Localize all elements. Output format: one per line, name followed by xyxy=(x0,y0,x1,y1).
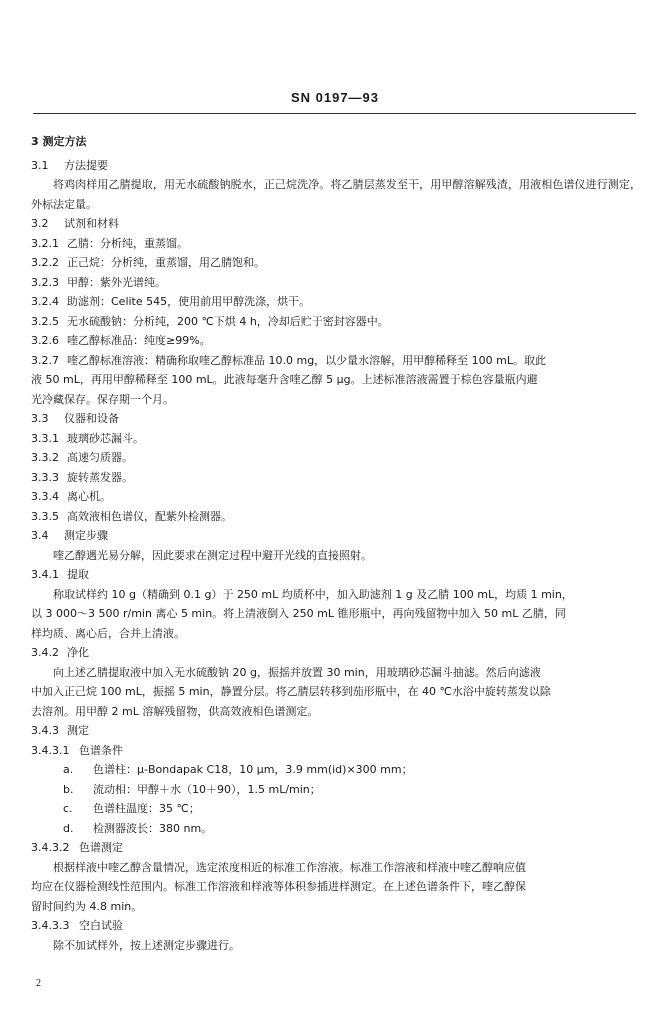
clause-3-4-3-3-text: 除不加试样外，按上述测定步骤进行。 xyxy=(53,938,240,952)
list-marker: b. xyxy=(63,782,74,796)
clause-3-4-intro: 喹乙醇遇光易分解，因此要求在测定过程中避开光线的直接照射。 xyxy=(53,548,372,562)
clause-text: 离心机。 xyxy=(67,490,111,503)
clause-title: 测定步骤 xyxy=(64,529,108,542)
clause-number: 3.2.2 xyxy=(31,256,59,269)
clause-number: 3.3.1 xyxy=(31,431,59,445)
clause-3-2-4 xyxy=(31,292,641,312)
clause-number: 3.4.3.1 xyxy=(31,743,70,757)
condition-item-a xyxy=(31,760,641,780)
condition-item-b xyxy=(31,780,641,800)
clause-3-1-text: 将鸡肉样用乙腈提取，用无水硫酸钠脱水，正己烷洗净。将乙腈层蒸发至干，用甲醇溶解残渣，用液相色谱仪进行测定，外标法定量。 xyxy=(31,178,641,211)
clause-3-4-1-line3: 样均质、离心后，合并上清液。 xyxy=(31,626,185,640)
clause-3-2-5 xyxy=(31,312,641,332)
clause-title: 色谱测定 xyxy=(79,841,123,854)
clause-text: 甲醇：紫外光谱纯。 xyxy=(67,275,166,289)
clause-number: 3.2.5 xyxy=(31,314,59,328)
clause-3-3-1 xyxy=(31,429,641,449)
clause-number: 3.2.4 xyxy=(31,295,59,308)
clause-3-3-2 xyxy=(31,448,641,468)
clause-number: 3.2.7 xyxy=(31,353,59,367)
list-marker: d. xyxy=(63,821,74,835)
clause-title: 净化 xyxy=(67,646,89,659)
clause-3-2-3 xyxy=(31,273,641,293)
clause-text: 助滤剂：Celite 545，使用前用甲醇洗涤，烘干。 xyxy=(67,295,311,308)
clause-3-3-3 xyxy=(31,468,641,488)
standard-code-header: SN 0197—93 xyxy=(290,90,380,105)
clause-3-2-2 xyxy=(31,253,641,273)
clause-3-4-1-line2: 以 3 000～3 500 r/min 离心 5 min。将上清液倒入 250 mL 锥形瓶中，再向残留物中加入 50 mL 乙腈，同 xyxy=(31,607,566,620)
clause-3-3-5 xyxy=(31,507,641,527)
clause-number: 3.3.2 xyxy=(31,451,59,464)
clause-number: 3.4.3.3 xyxy=(31,919,70,932)
clause-title: 方法提要 xyxy=(64,158,108,172)
clause-3-2-7-line2: 液 50 mL，再用甲醇稀释至 100 mL。此液每毫升含喹乙醇 5 μg。上述标准溶液需置于棕色容量瓶内避 xyxy=(31,373,538,386)
list-marker: a. xyxy=(63,763,74,776)
clause-3-4-3-1-heading xyxy=(31,741,641,761)
clause-3-3-4 xyxy=(31,487,641,507)
condition-item-c xyxy=(31,799,641,819)
clause-3-4-1-heading xyxy=(31,565,641,585)
clause-3-1-heading xyxy=(31,156,641,176)
clause-number: 3.2.1 xyxy=(31,236,59,250)
list-text: 检测器波长：380 nm。 xyxy=(93,821,213,835)
clause-3-4-3-heading xyxy=(31,721,641,741)
clause-number: 3.2.6 xyxy=(31,334,59,347)
clause-title: 提取 xyxy=(67,568,89,581)
clause-number: 3.3.4 xyxy=(31,490,59,503)
clause-text: 喹乙醇标准溶液：精确称取喹乙醇标准品 10.0 mg，以少量水溶解，用甲醇稀释至 100 mL。取此 xyxy=(67,353,547,367)
header-divider xyxy=(33,113,636,114)
clause-text: 喹乙醇标准品：纯度≥99%。 xyxy=(67,334,211,347)
section-title: 3 测定方法 xyxy=(31,135,87,148)
list-text: 流动相：甲醇＋水（10＋90），1.5 mL/min； xyxy=(93,782,321,796)
clause-title: 测定 xyxy=(67,724,89,737)
clause-3-2-heading xyxy=(31,214,641,234)
document-body xyxy=(31,132,641,955)
list-marker: c. xyxy=(63,802,73,815)
clause-3-4-heading xyxy=(31,526,641,546)
clause-title: 空白试验 xyxy=(79,919,123,932)
condition-item-d xyxy=(31,819,641,839)
clause-text: 旋转蒸发器。 xyxy=(67,470,133,484)
page-number: 2 xyxy=(36,978,41,989)
clause-3-2-6 xyxy=(31,331,641,351)
clause-text: 玻璃砂芯漏斗。 xyxy=(67,431,144,445)
clause-3-4-3-2-line3: 留时间约为 4.8 min。 xyxy=(31,899,143,913)
clause-number: 3.4 xyxy=(31,529,49,542)
clause-title: 色谱条件 xyxy=(79,743,123,757)
clause-3-2-1 xyxy=(31,234,641,254)
clause-3-4-3-2-line2: 均应在仪器检测线性范围内。标准工作溶液和样液等体积参插进样测定。在上述色谱条件下，喹乙醇保 xyxy=(31,880,526,893)
clause-3-4-3-2-heading xyxy=(31,838,641,858)
clause-3-4-3-2-line1: 根据样液中喹乙醇含量情况，选定浓度相近的标准工作溶液。标准工作溶液和样液中喹乙醇响应值 xyxy=(53,860,526,874)
clause-number: 3.4.2 xyxy=(31,646,59,659)
clause-title: 仪器和设备 xyxy=(64,412,119,425)
clause-3-2-7-line3: 光冷藏保存。保存期一个月。 xyxy=(31,392,174,406)
clause-3-3-heading xyxy=(31,409,641,429)
clause-text: 高速匀质器。 xyxy=(67,451,133,464)
clause-number: 3.2 xyxy=(31,217,49,230)
clause-number: 3.3.5 xyxy=(31,509,59,523)
clause-number: 3.2.3 xyxy=(31,275,59,289)
clause-3-4-1-line1: 称取试样约 10 g（精确到 0.1 g）于 250 mL 均质杯中，加入助滤剂 1 g 及乙腈 100 mL，均质 1 min， xyxy=(53,587,573,601)
clause-title: 试剂和材料 xyxy=(64,217,119,230)
clause-3-4-2-line2: 中加入正己烷 100 mL，振摇 5 min，静置分层。将乙腈层转移到茄形瓶中，在 40 ℃水浴中旋转蒸发以除 xyxy=(31,685,551,698)
clause-number: 3.1 xyxy=(31,158,49,172)
clause-text: 正己烷：分析纯，重蒸馏，用乙腈饱和。 xyxy=(67,256,265,269)
clause-3-4-2-line3: 去溶剂。用甲醇 2 mL 溶解残留物，供高效液相色谱测定。 xyxy=(31,704,319,718)
clause-number: 3.4.1 xyxy=(31,568,59,581)
clause-text: 无水硫酸钠：分析纯，200 ℃下烘 4 h，冷却后贮于密封容器中。 xyxy=(67,314,389,328)
clause-number: 3.3 xyxy=(31,412,49,425)
list-text: 色谱柱：μ-Bondapak C18，10 μm，3.9 mm(id)×300 mm； xyxy=(93,763,413,776)
clause-text: 乙腈：分析纯，重蒸馏。 xyxy=(67,236,188,250)
clause-3-2-7 xyxy=(31,351,641,371)
clause-3-4-2-heading xyxy=(31,643,641,663)
clause-number: 3.3.3 xyxy=(31,470,59,484)
clause-text: 高效液相色谱仪，配紫外检测器。 xyxy=(67,509,232,523)
clause-3-4-3-3-heading xyxy=(31,916,641,936)
list-text: 色谱柱温度：35 ℃； xyxy=(93,802,200,815)
clause-3-4-2-line1: 向上述乙腈提取液中加入无水硫酸钠 20 g，振摇并放置 30 min，用玻璃砂芯漏斗抽滤。然后向滤液 xyxy=(53,665,541,679)
clause-number: 3.4.3.2 xyxy=(31,841,70,854)
clause-number: 3.4.3 xyxy=(31,724,59,737)
